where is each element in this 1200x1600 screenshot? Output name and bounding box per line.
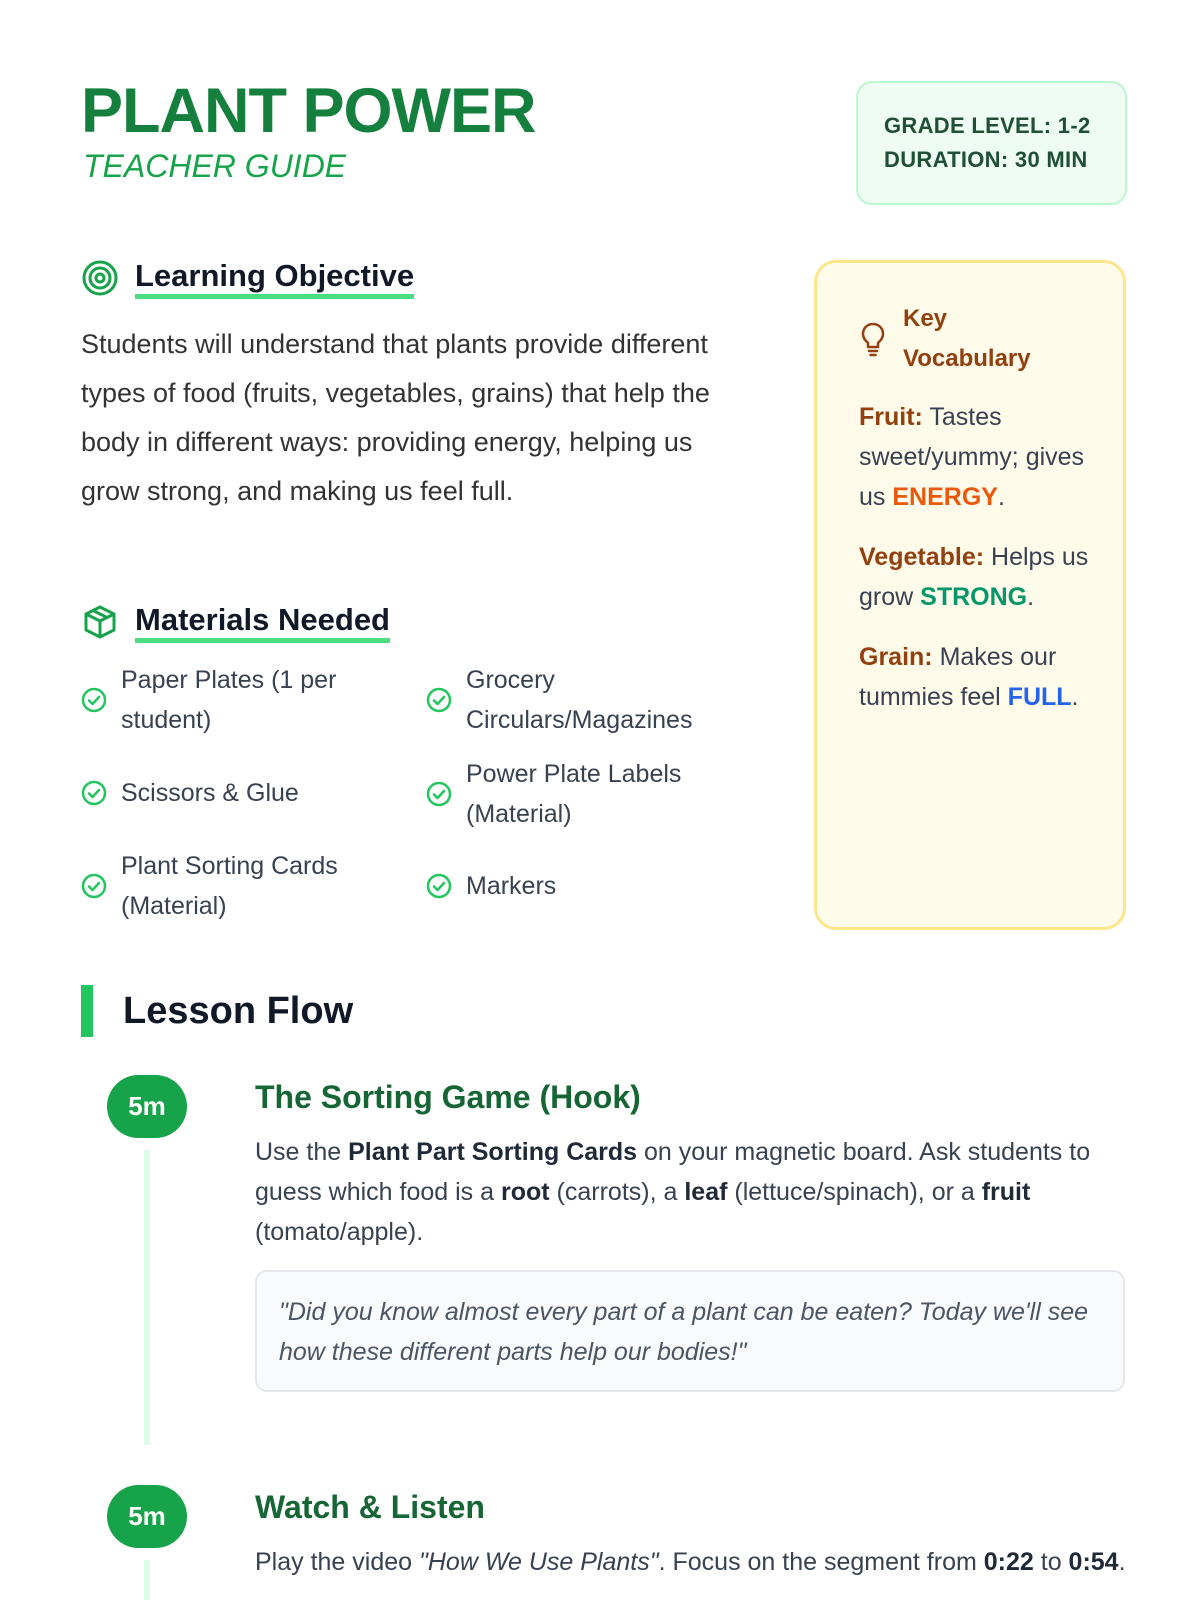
timeline-line	[144, 1150, 150, 1445]
target-icon	[81, 259, 119, 297]
page-title: PLANT POWER	[81, 76, 536, 146]
material-label: Plant Sorting Cards (Material)	[121, 852, 338, 920]
vocab-term: Vegetable:	[859, 543, 985, 571]
text-run: (carrots), a	[549, 1178, 685, 1206]
vocab-term: Grain:	[859, 643, 933, 671]
vocab-definition: Helps us grow	[859, 543, 1089, 611]
lightbulb-icon	[859, 320, 887, 358]
vocab-punct: .	[997, 483, 1005, 511]
teacher-script-quote: "Did you know almost every part of a plant can be eaten? Today we'll see how these different parts help our bodies!"	[255, 1270, 1125, 1392]
check-circle-icon	[81, 873, 107, 899]
check-circle-icon	[81, 687, 107, 713]
text-run: to	[1033, 1548, 1069, 1576]
material-item	[426, 866, 726, 906]
text-run: on your magnetic board. Ask students to guess which food is a	[255, 1138, 1091, 1206]
duration: DURATION: 30 MIN	[884, 147, 1088, 172]
vocab-grain	[859, 637, 1099, 717]
material-item	[81, 773, 381, 813]
material-label: Scissors & Glue	[121, 779, 299, 807]
text-run: (lettuce/spinach), or a	[727, 1178, 982, 1206]
italic-run: "How We Use Plants"	[419, 1548, 659, 1576]
package-icon	[81, 603, 119, 641]
vocab-fruit	[859, 397, 1099, 517]
grade-level: GRADE LEVEL: 1-2	[884, 113, 1091, 138]
material-item	[426, 660, 726, 740]
vocab-definition: Tastes sweet/yummy; gives us	[859, 403, 1085, 511]
text-run: .	[1118, 1548, 1126, 1576]
vocab-punct: .	[1027, 583, 1035, 611]
step-title: The Sorting Game (Hook)	[255, 1079, 641, 1115]
vocabulary-heading	[859, 299, 1123, 379]
check-circle-icon	[426, 873, 452, 899]
bold-run: leaf	[684, 1178, 728, 1206]
step-title: Watch & Listen	[255, 1489, 485, 1525]
vocab-vegetable	[859, 537, 1099, 617]
materials-heading-label: Materials Needed	[135, 602, 390, 643]
grade-duration-badge	[856, 81, 1127, 205]
vocab-keyword: STRONG	[920, 583, 1028, 611]
heading-accent-bar	[81, 985, 93, 1037]
check-circle-icon	[426, 781, 452, 807]
text-run: (tomato/apple).	[255, 1218, 424, 1246]
duration-pill: 5m	[107, 1075, 187, 1138]
key-vocabulary-box	[814, 260, 1126, 930]
text-run: Use the	[255, 1138, 349, 1166]
check-circle-icon	[426, 687, 452, 713]
materials-heading	[81, 602, 390, 643]
vocab-term: Fruit:	[859, 403, 923, 431]
material-label: Grocery Circulars/Magazines	[466, 666, 693, 734]
vocab-punct: .	[1071, 683, 1079, 711]
vocab-keyword: FULL	[1007, 683, 1072, 711]
objective-heading-label: Learning Objective	[135, 258, 414, 299]
text-run: Play the video	[255, 1548, 419, 1576]
step-body	[255, 1132, 1130, 1252]
material-item	[81, 846, 381, 926]
material-item	[81, 660, 381, 740]
bold-run: Plant Part Sorting Cards	[348, 1138, 638, 1166]
vocabulary-heading-label: Key Vocabulary	[903, 305, 1031, 372]
page-subtitle: TEACHER GUIDE	[83, 148, 347, 184]
timeline-line	[144, 1560, 150, 1600]
material-label: Paper Plates (1 per student)	[121, 666, 337, 734]
step-body	[255, 1542, 1130, 1582]
check-circle-icon	[81, 780, 107, 806]
lesson-flow-heading	[81, 985, 353, 1037]
material-item	[426, 754, 726, 834]
lesson-flow-label: Lesson Flow	[123, 989, 354, 1032]
vocab-keyword: ENERGY	[892, 483, 998, 511]
material-label: Power Plate Labels (Material)	[466, 760, 682, 828]
bold-run: root	[500, 1178, 550, 1206]
duration-pill: 5m	[107, 1485, 187, 1548]
objective-heading	[81, 258, 414, 299]
bold-run: 0:22	[983, 1548, 1034, 1576]
material-label: Markers	[466, 872, 557, 900]
vocab-definition: Makes our tummies feel	[859, 643, 1057, 711]
objective-text: Students will understand that plants provide different types of food (fruits, vegetables, grains) that help the body in different ways: providing energy, helping us grow strong, and making us feel full.	[81, 329, 710, 506]
bold-run: fruit	[981, 1178, 1031, 1206]
text-run: . Focus on the segment from	[658, 1548, 984, 1576]
bold-run: 0:54	[1068, 1548, 1119, 1576]
